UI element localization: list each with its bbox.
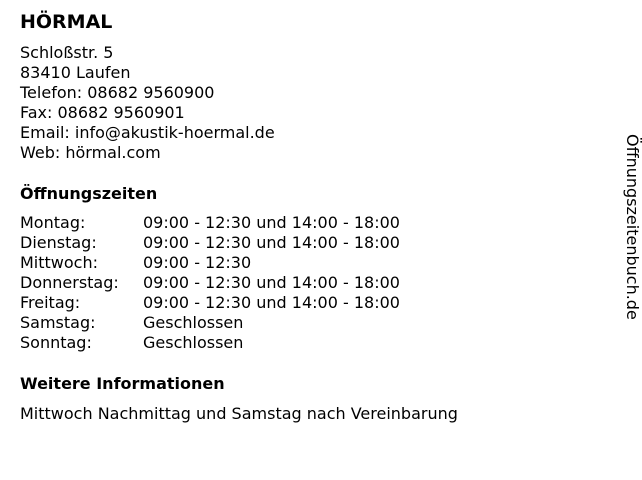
- hours-time: 09:00 - 12:30 und 14:00 - 18:00: [143, 233, 400, 252]
- hours-row: [20, 293, 400, 313]
- site-watermark: Öffnungszeitenbuch.de: [623, 134, 642, 320]
- hours-day: Montag:: [20, 213, 86, 232]
- hours-day: Freitag:: [20, 293, 81, 312]
- fax-line: Fax: 08682 9560901: [20, 103, 185, 122]
- phone-line: Telefon: 08682 9560900: [20, 83, 215, 102]
- info-text: Mittwoch Nachmittag und Samstag nach Vereinbarung: [20, 404, 458, 423]
- address-block: [20, 43, 275, 163]
- hours-day: Donnerstag:: [20, 273, 119, 292]
- hours-table: [20, 213, 400, 353]
- hours-time: 09:00 - 12:30 und 14:00 - 18:00: [143, 213, 400, 232]
- street-line: Schloßstr. 5: [20, 43, 114, 62]
- hours-row: [20, 213, 400, 233]
- hours-row: [20, 253, 400, 273]
- info-heading: Weitere Informationen: [20, 374, 225, 393]
- email-line: Email: info@akustik-hoermal.de: [20, 123, 275, 142]
- hours-time: 09:00 - 12:30 und 14:00 - 18:00: [143, 293, 400, 312]
- hours-day: Mittwoch:: [20, 253, 98, 272]
- hours-time: 09:00 - 12:30 und 14:00 - 18:00: [143, 273, 400, 292]
- business-name: HÖRMAL: [20, 11, 113, 33]
- web-line: Web: hörmal.com: [20, 143, 161, 162]
- hours-heading: Öffnungszeiten: [20, 184, 158, 203]
- hours-day: Sonntag:: [20, 333, 92, 352]
- hours-time: Geschlossen: [143, 333, 244, 352]
- hours-time: 09:00 - 12:30: [143, 253, 252, 272]
- hours-row: [20, 233, 400, 253]
- hours-row: [20, 313, 400, 333]
- hours-row: [20, 333, 400, 353]
- hours-time: Geschlossen: [143, 313, 244, 332]
- hours-day: Samstag:: [20, 313, 96, 332]
- hours-day: Dienstag:: [20, 233, 97, 252]
- hours-row: [20, 273, 400, 293]
- city-line: 83410 Laufen: [20, 63, 131, 82]
